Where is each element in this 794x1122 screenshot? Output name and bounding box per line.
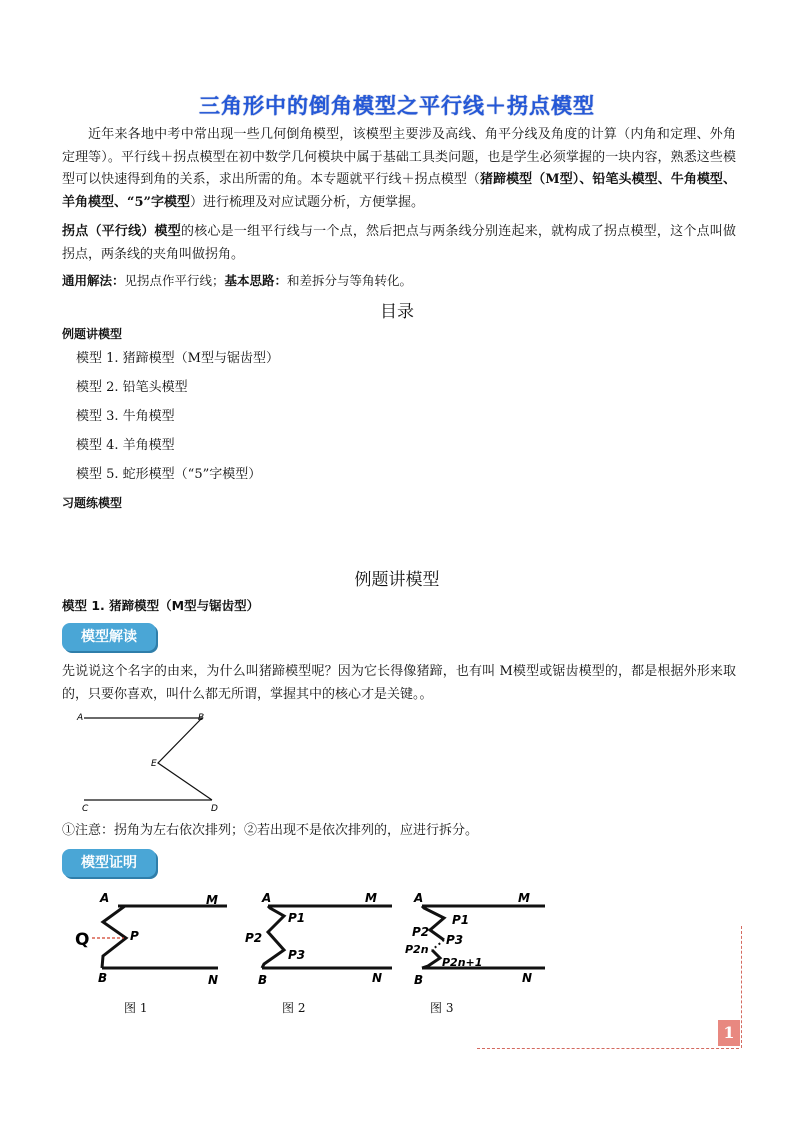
fig1-label-a: A <box>100 891 110 905</box>
figure-2 <box>240 886 400 990</box>
fig1-label-q: Q <box>75 930 90 950</box>
page-border-vertical <box>741 926 742 1048</box>
figure-2-caption: 图 2 <box>282 1001 306 1015</box>
document-title: 三角形中的倒角模型之平行线＋拐点模型 <box>199 94 595 118</box>
fig3-label-a: A <box>414 891 424 905</box>
core-bold-label: 拐点（平行线）模型 <box>62 224 181 239</box>
toc-item-model2[interactable]: 模型 2. 铅笔头模型 <box>76 380 188 395</box>
toc-heading: 目录 <box>380 302 414 322</box>
note-line: ①注意：拐角为左右依次排列；②若出现不是依次排列的，应进行拆分。 <box>62 823 479 838</box>
method-label: 通用解法： <box>62 273 125 288</box>
fig2-label-m: M <box>365 891 377 905</box>
idea-label: 基本思路： <box>224 273 288 288</box>
label-a: A <box>77 713 84 723</box>
core-text: 的核心是一组平行线与一个点，然后把点与两条线分别连起来，就构成了拐点模型，这个点叫做拐点，两条线的夹角叫做拐角。 <box>62 224 736 262</box>
fig2-label-p2: P2 <box>245 931 263 945</box>
fig2-label-p3: P3 <box>288 948 306 962</box>
toc-item-model4[interactable]: 模型 4. 羊角模型 <box>76 438 175 453</box>
fig1-label-m: M <box>206 893 218 907</box>
fig3-label-b: B <box>414 973 424 987</box>
model1-title: 模型 1. 猪蹄模型（M型与锯齿型） <box>62 598 260 613</box>
label-b: B <box>198 713 205 723</box>
fig3-label-p2n: P2n <box>405 943 429 956</box>
figure-3 <box>400 886 560 990</box>
figure-3-caption: 图 3 <box>430 1001 454 1015</box>
fig3-label-p3: P3 <box>446 933 464 947</box>
figure-1-caption: 图 1 <box>124 1001 148 1015</box>
figure-1 <box>70 886 230 990</box>
toc-item-model1[interactable]: 模型 1. 猪蹄模型（M型与锯齿型） <box>76 351 279 366</box>
label-d: D <box>211 804 218 814</box>
label-c: C <box>82 804 89 814</box>
section-heading: 例题讲模型 <box>354 570 440 590</box>
toc-item-model3[interactable]: 模型 3. 牛角模型 <box>76 409 175 424</box>
method-text: 见拐点作平行线； <box>124 273 225 288</box>
intro-text-end: ）进行梳理及对应试题分析，方便掌握。 <box>190 194 425 210</box>
fig1-label-b: B <box>98 971 108 985</box>
fig2-label-p1: P1 <box>288 911 306 925</box>
fig1-label-p: P <box>130 929 139 943</box>
page-number: 1 <box>718 1020 740 1046</box>
m-model-diagram <box>70 708 230 818</box>
label-e: E <box>151 759 157 769</box>
toc-section-exercises[interactable]: 习题练模型 <box>62 496 123 510</box>
page-border-horizontal <box>477 1048 739 1049</box>
fig1-label-n: N <box>208 973 219 987</box>
fig3-label-p1: P1 <box>452 913 470 927</box>
fig3-label-p2n1: P2n+1 <box>442 956 483 969</box>
fig2-label-a: A <box>262 891 272 905</box>
core-paragraph <box>62 221 736 266</box>
fig3-label-p2: P2 <box>412 925 430 939</box>
fig3-label-m: M <box>518 891 530 905</box>
toc-item-model5[interactable]: 模型 5. 蛇形模型（“5”字模型） <box>76 467 262 482</box>
fig3-label-n: N <box>522 971 533 985</box>
tag-model-proof: 模型证明 <box>62 849 156 877</box>
intro-bold-models: 猪蹄模型（M型）、铅笔头模型、牛角模型、羊角模型、“5”字模型 <box>62 172 736 210</box>
explain-paragraph: 先说说这个名字的由来，为什么叫猪蹄模型呢？因为它长得像猪蹄，也有叫 M模型或锯齿模型的，都是根据外形来取的，只要你喜欢，叫什么都无所谓，掌握其中的核心才是关键。。 <box>62 664 736 702</box>
intro-paragraph <box>62 124 736 214</box>
idea-text: 和差拆分与等角转化。 <box>287 273 413 288</box>
method-line <box>62 270 736 293</box>
fig2-label-b: B <box>258 973 268 987</box>
intro-text-1: 近年来各地中考中常出现一些几何倒角模型，该模型主要涉及高线、角平分线及角度的计算（内角和定理、外角定理等）。平行线＋拐点模型在初中数学几何模块中属于基础工具类问题，也是学生必须掌握的一块内容，熟悉这些模型可以快速得到角的关系，求出所需的角。本专题就平行线＋拐点模型（ <box>62 127 736 187</box>
toc-section-examples[interactable]: 例题讲模型 <box>62 327 123 341</box>
tag-model-explain: 模型解读 <box>62 623 156 651</box>
fig2-label-n: N <box>372 971 383 985</box>
